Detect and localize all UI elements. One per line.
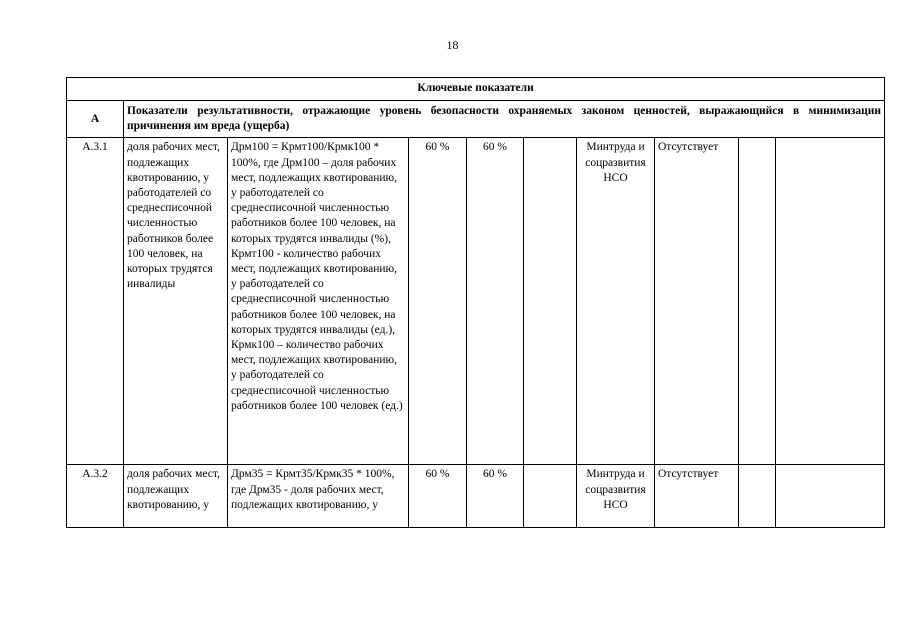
indicator-value-3	[524, 465, 577, 528]
table-title: Ключевые показатели	[67, 78, 885, 101]
indicator-value-2: 60 %	[467, 138, 524, 465]
indicator-code: А.3.2	[67, 465, 124, 528]
section-text: Показатели результативности, отражающие уровень безопасности охраняемых законом ценностей, выражающийся в минимизации причинения им вреда (ущерба)	[124, 101, 885, 138]
table-row	[67, 138, 885, 465]
page-number: 18	[446, 38, 459, 52]
key-indicators-table	[66, 77, 885, 528]
indicator-name: доля рабочих мест, подлежащих квотированию, у работодателей со среднесписочной численностью работников более 100 человек, на которых трудятся инвалиды	[124, 138, 228, 465]
indicator-extra-1	[739, 138, 776, 465]
indicator-extra-2	[776, 138, 885, 465]
indicator-value-1: 60 %	[409, 138, 467, 465]
section-code: А	[67, 101, 124, 138]
indicator-status: Отсутствует	[655, 138, 739, 465]
indicator-extra-1	[739, 465, 776, 528]
table-row	[67, 465, 885, 528]
indicator-formula: Дрм35 = Крмт35/Крмк35 * 100%, где Дрм35 - доля рабочих мест, подлежащих квотированию, у	[228, 465, 409, 528]
indicator-value-3	[524, 138, 577, 465]
indicator-status: Отсутствует	[655, 465, 739, 528]
indicator-source: Минтруда и соцразвития НСО	[577, 465, 655, 528]
indicator-value-1: 60 %	[409, 465, 467, 528]
indicator-name: доля рабочих мест, подлежащих квотированию, у	[124, 465, 228, 528]
indicator-formula: Дрм100 = Крмт100/Крмк100 * 100%, где Дрм100 – доля рабочих мест, подлежащих квотированию, у работодателей со среднесписочной численностью работников более 100 человек, на которых трудятся инвалиды (%), Крмт100 - количество рабочих мест, подлежащих квотированию, у работодателей со среднесписочной численностью работников более 100 человек, на которых трудятся инвалиды (ед.), Крмк100 – количество рабочих мест, подлежащих квотированию, у работодателей со среднесписочной численностью работников более 100 человек (ед.)	[228, 138, 409, 465]
indicator-source: Минтруда и соцразвития НСО	[577, 138, 655, 465]
indicator-value-2: 60 %	[467, 465, 524, 528]
indicator-extra-2	[776, 465, 885, 528]
indicator-code: А.3.1	[67, 138, 124, 465]
table-title-row	[67, 78, 885, 101]
section-header-row	[67, 101, 885, 138]
